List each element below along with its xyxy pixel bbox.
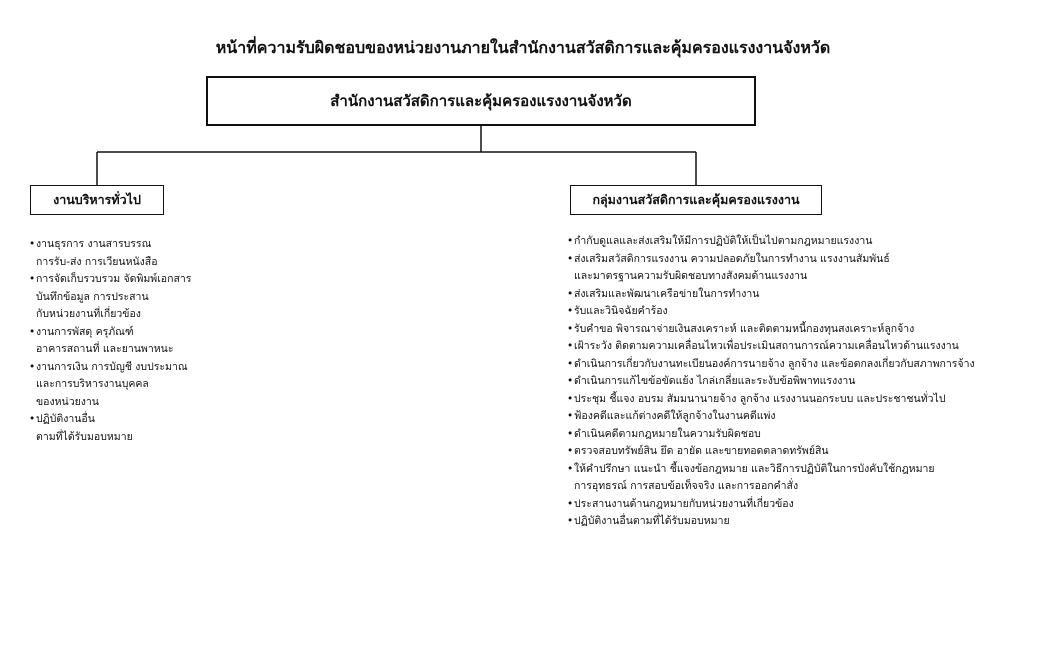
list-item-line: • ปฏิบัติงานอื่น [36, 413, 95, 425]
list-item [29, 324, 191, 359]
list-item-line: • งานการพัสดุ ครุภัณฑ์ [36, 325, 134, 338]
list-item-line: • ส่งเสริมและพัฒนาเครือข่ายในการทำงาน [574, 287, 760, 300]
list-item [567, 286, 975, 304]
welfare-protection-duties [567, 233, 975, 531]
list-item-line: • กำกับดูแลและส่งเสริมให้มีการปฏิบัติให้เป็นไปตามกฎหมายแรงงาน [574, 235, 873, 247]
list-item-line: • ดำเนินการแก้ไขข้อขัดแย้ง ไกล่เกลี่ยและระงับข้อพิพาทแรงงาน [574, 375, 856, 387]
list-item-line: • ให้คำปรึกษา แนะนำ ชี้แจงข้อกฎหมาย และวิธีการปฏิบัติในการบังคับใช้กฎหมาย [574, 462, 935, 475]
list-item-line: • ฟ้องคดีและแก้ต่างคดีให้ลูกจ้างในงานคดีแพ่ง [574, 410, 776, 422]
list-item-line: • ประสานงานด้านกฎหมายกับหน่วยงานที่เกี่ยวข้อง [574, 497, 794, 510]
list-item [567, 321, 975, 339]
list-item-line: • ปฏิบัติงานอื่นตามที่ได้รับมอบหมาย [574, 515, 730, 527]
list-item-line: ตามที่ได้รับมอบหมาย [36, 430, 133, 443]
list-item-line: • ดำเนินคดีตามกฎหมายในความรับผิดชอบ [574, 427, 761, 440]
list-item-line: • ส่งเสริมสวัสดิการแรงงาน ความปลอดภัยในการทำงาน แรงงานสัมพันธ์ [574, 252, 890, 265]
list-item [567, 391, 975, 409]
list-item [567, 303, 975, 321]
list-item [567, 443, 975, 461]
list-item [567, 426, 975, 444]
list-item [567, 356, 975, 374]
list-item-line: • ประชุม ชี้แจง อบรม สัมมนานายจ้าง ลูกจ้าง แรงงานนอกระบบ และประชาชนทั่วไป [574, 392, 946, 405]
list-item [567, 233, 975, 251]
list-item-line: • รับคำขอ พิจารณาจ่ายเงินสงเคราะห์ และติดตามหนี้กองทุนสงเคราะห์ลูกจ้าง [574, 322, 915, 335]
list-item-line: • ดำเนินการเกี่ยวกับงานทะเบียนองค์การนายจ้าง ลูกจ้าง และข้อตกลงเกี่ยวกับสภาพการจ้าง [574, 357, 975, 370]
welfare-protection-box: กลุ่มงานสวัสดิการและคุ้มครองแรงงาน [570, 185, 822, 215]
list-item-line: และการบริหารงานบุคคล [36, 378, 149, 390]
list-item-line: • งานการเงิน การบัญชี งบประมาณ [36, 360, 188, 373]
general-admin-duties [29, 236, 191, 446]
page-title: หน้าที่ความรับผิดชอบของหน่วยงานภายในสำนักงานสวัสดิการและคุ้มครองแรงงานจังหวัด [215, 38, 831, 57]
list-item-line: กับหน่วยงานที่เกี่ยวข้อง [36, 308, 141, 320]
list-item-line: และมาตรฐานความรับผิดชอบทางสังคมด้านแรงงาน [574, 270, 808, 282]
list-item-line: • เฝ้าระวัง ติดตามความเคลื่อนไหวเพื่อประเมินสถานการณ์ความเคลื่อนไหวด้านแรงงาน [574, 340, 959, 352]
list-item-line: • การจัดเก็บรวบรวม จัดพิมพ์เอกสาร [36, 273, 192, 285]
list-item [29, 411, 191, 446]
list-item-line: การอุทธรณ์ การสอบข้อเท็จจริง และการออกคำสั่ง [574, 480, 799, 492]
list-item [567, 513, 975, 531]
list-item-line: • งานธุรการ งานสารบรรณ [36, 238, 152, 250]
list-item [29, 271, 191, 324]
list-item [567, 461, 975, 496]
list-item-line: • ตรวจสอบทรัพย์สิน ยึด อายัด และขายทอดตลาดทรัพย์สิน [574, 445, 829, 457]
list-item-line: การรับ-ส่ง การเวียนหนังสือ [36, 255, 158, 268]
list-item-line: ของหน่วยงาน [36, 395, 99, 408]
list-item [29, 236, 191, 271]
list-item-line: • รับและวินิจฉัยคำร้อง [574, 305, 668, 317]
general-admin-box: งานบริหารทั่วไป [30, 185, 164, 215]
list-item [567, 496, 975, 514]
list-item [29, 359, 191, 412]
list-item-line: อาคารสถานที่ และยานพาหนะ [36, 343, 174, 355]
list-item-line: บันทึกข้อมูล การประสาน [36, 290, 149, 303]
list-item [567, 338, 975, 356]
list-item [567, 251, 975, 286]
list-item [567, 373, 975, 391]
top-office-box: สำนักงานสวัสดิการและคุ้มครองแรงงานจังหวัด [206, 76, 756, 126]
list-item [567, 408, 975, 426]
